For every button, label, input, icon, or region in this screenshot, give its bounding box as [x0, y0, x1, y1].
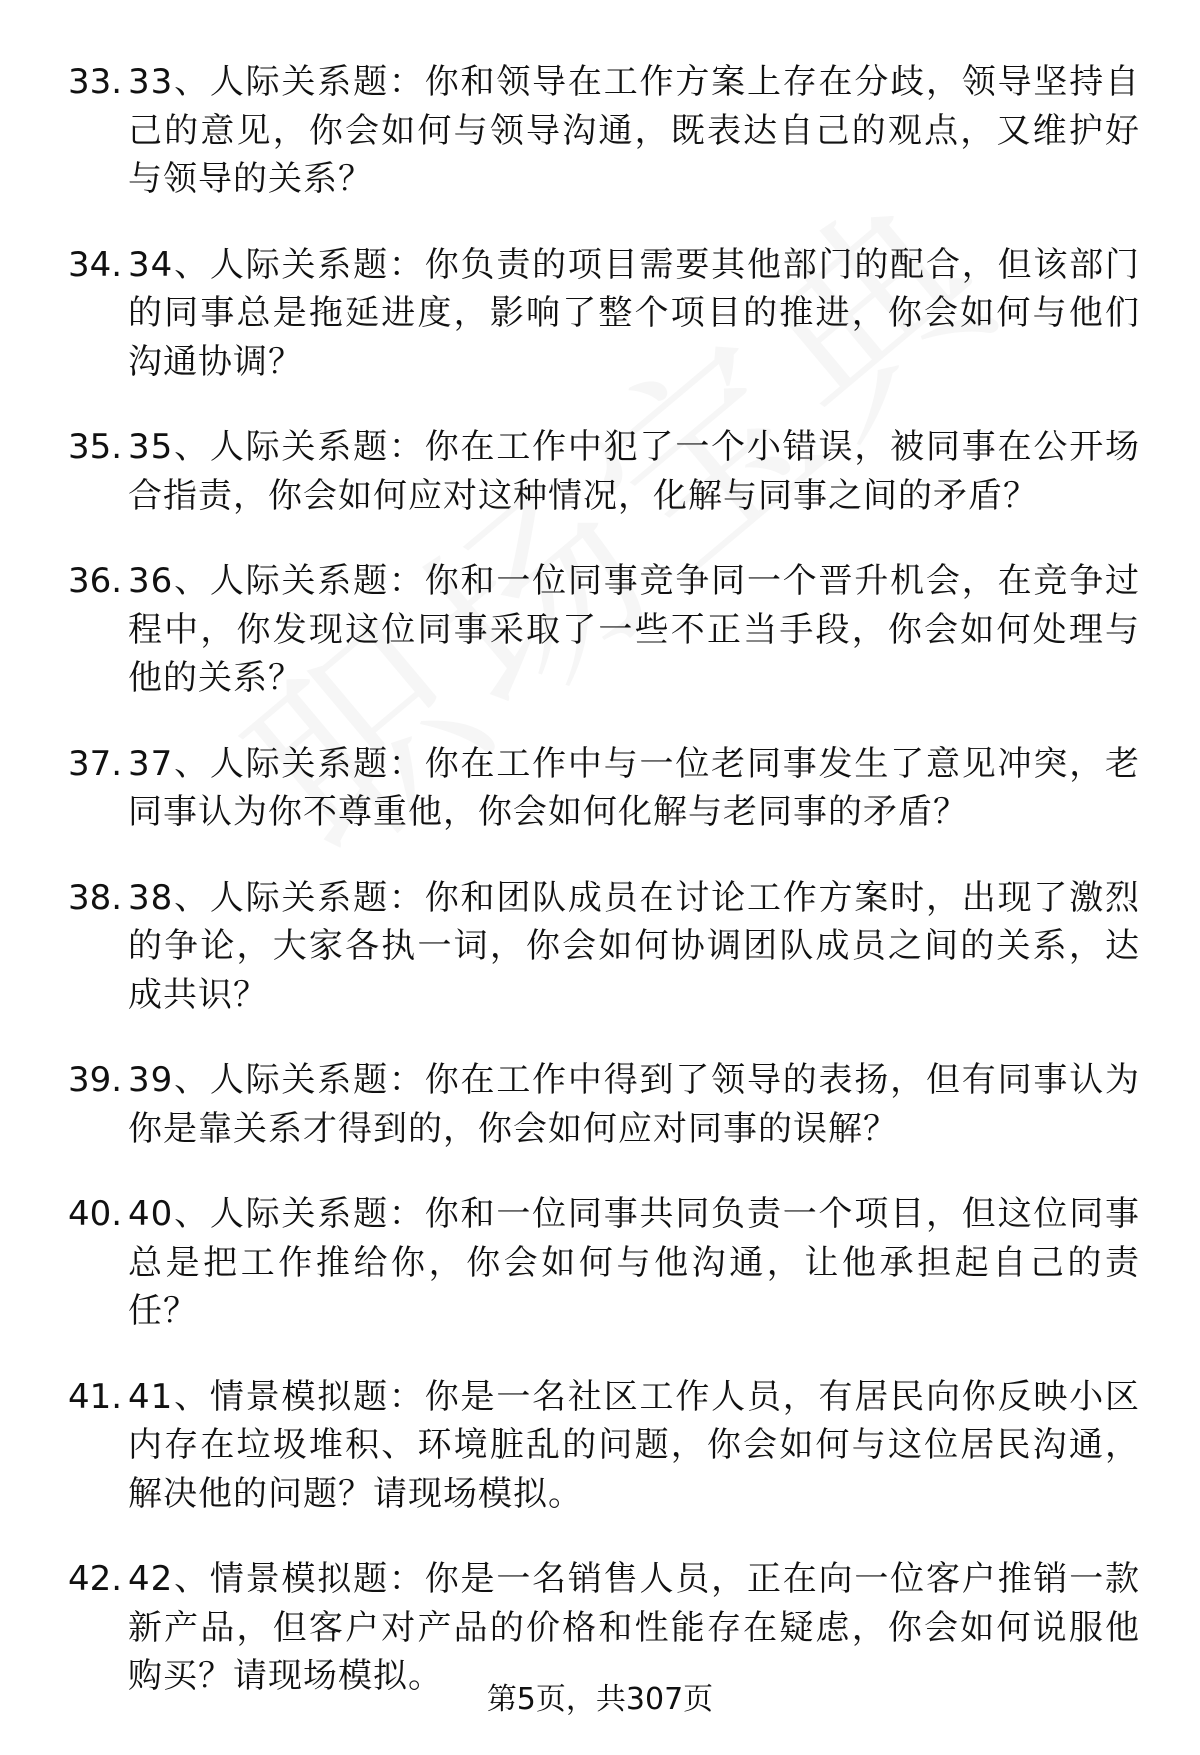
- question-text: 40、人际关系题：你和一位同事共同负责一个项目，但这位同事总是把工作推给你，你会如何与他沟通，让他承担起自己的责任？: [128, 1194, 1140, 1331]
- question-text: 39、人际关系题：你在工作中得到了领导的表扬，但有同事认为你是靠关系才得到的，你会如何应对同事的误解？: [128, 1060, 1140, 1149]
- list-item: [0, 1190, 1200, 1336]
- question-number: 41.: [68, 1376, 123, 1417]
- list-item: [0, 1373, 1200, 1519]
- list-item: [0, 740, 1200, 837]
- question-text: 38、人际关系题：你和团队成员在讨论工作方案时，出现了激烈的争论，大家各执一词，你会如何协调团队成员之间的关系，达成共识？: [128, 877, 1140, 1015]
- question-number: 37.: [68, 743, 123, 784]
- question-text: 35、人际关系题：你在工作中犯了一个小错误，被同事在公开场合指责，你会如何应对这种情况，化解与同事之间的矛盾？: [128, 427, 1140, 516]
- question-number: 39.: [68, 1060, 123, 1100]
- list-item: [0, 423, 1200, 520]
- question-number: 38.: [68, 877, 123, 918]
- question-text: 33、人际关系题：你和领导在工作方案上存在分歧，领导坚持自己的意见，你会如何与领导沟通，既表达自己的观点，又维护好与领导的关系？: [128, 62, 1140, 199]
- list-item: [0, 874, 1200, 1020]
- question-text: 37、人际关系题：你在工作中与一位老同事发生了意见冲突，老同事认为你不尊重他，你会如何化解与老同事的矛盾？: [128, 743, 1140, 832]
- question-list: [0, 58, 1200, 1738]
- question-number: 36.: [68, 561, 123, 601]
- list-item: [0, 58, 1200, 204]
- page-footer: 第5页，共307页: [486, 1682, 714, 1717]
- question-number: 40.: [68, 1194, 123, 1234]
- question-text: 36、人际关系题：你和一位同事竞争同一个晋升机会，在竞争过程中，你发现这位同事采取了一些不正当手段，你会如何处理与他的关系？: [128, 561, 1140, 698]
- list-item: [0, 241, 1200, 387]
- question-number: 33.: [68, 62, 123, 102]
- question-text: 41、情景模拟题：你是一名社区工作人员，有居民向你反映小区内存在垃圾堆积、环境脏乱的问题，你会如何与这位居民沟通，解决他的问题？请现场模拟。: [128, 1376, 1140, 1514]
- list-item: [0, 557, 1200, 703]
- question-number: 34.: [68, 244, 123, 285]
- list-item: [0, 1555, 1200, 1701]
- question-number: 42.: [68, 1559, 123, 1599]
- list-item: [0, 1056, 1200, 1153]
- question-text: 42、情景模拟题：你是一名销售人员，正在向一位客户推销一款新产品，但客户对产品的价格和性能存在疑虑，你会如何说服他购买？请现场模拟。: [128, 1559, 1140, 1696]
- question-number: 35.: [68, 427, 123, 467]
- question-text: 34、人际关系题：你负责的项目需要其他部门的配合，但该部门的同事总是拖延进度，影响了整个项目的推进，你会如何与他们沟通协调？: [128, 244, 1140, 382]
